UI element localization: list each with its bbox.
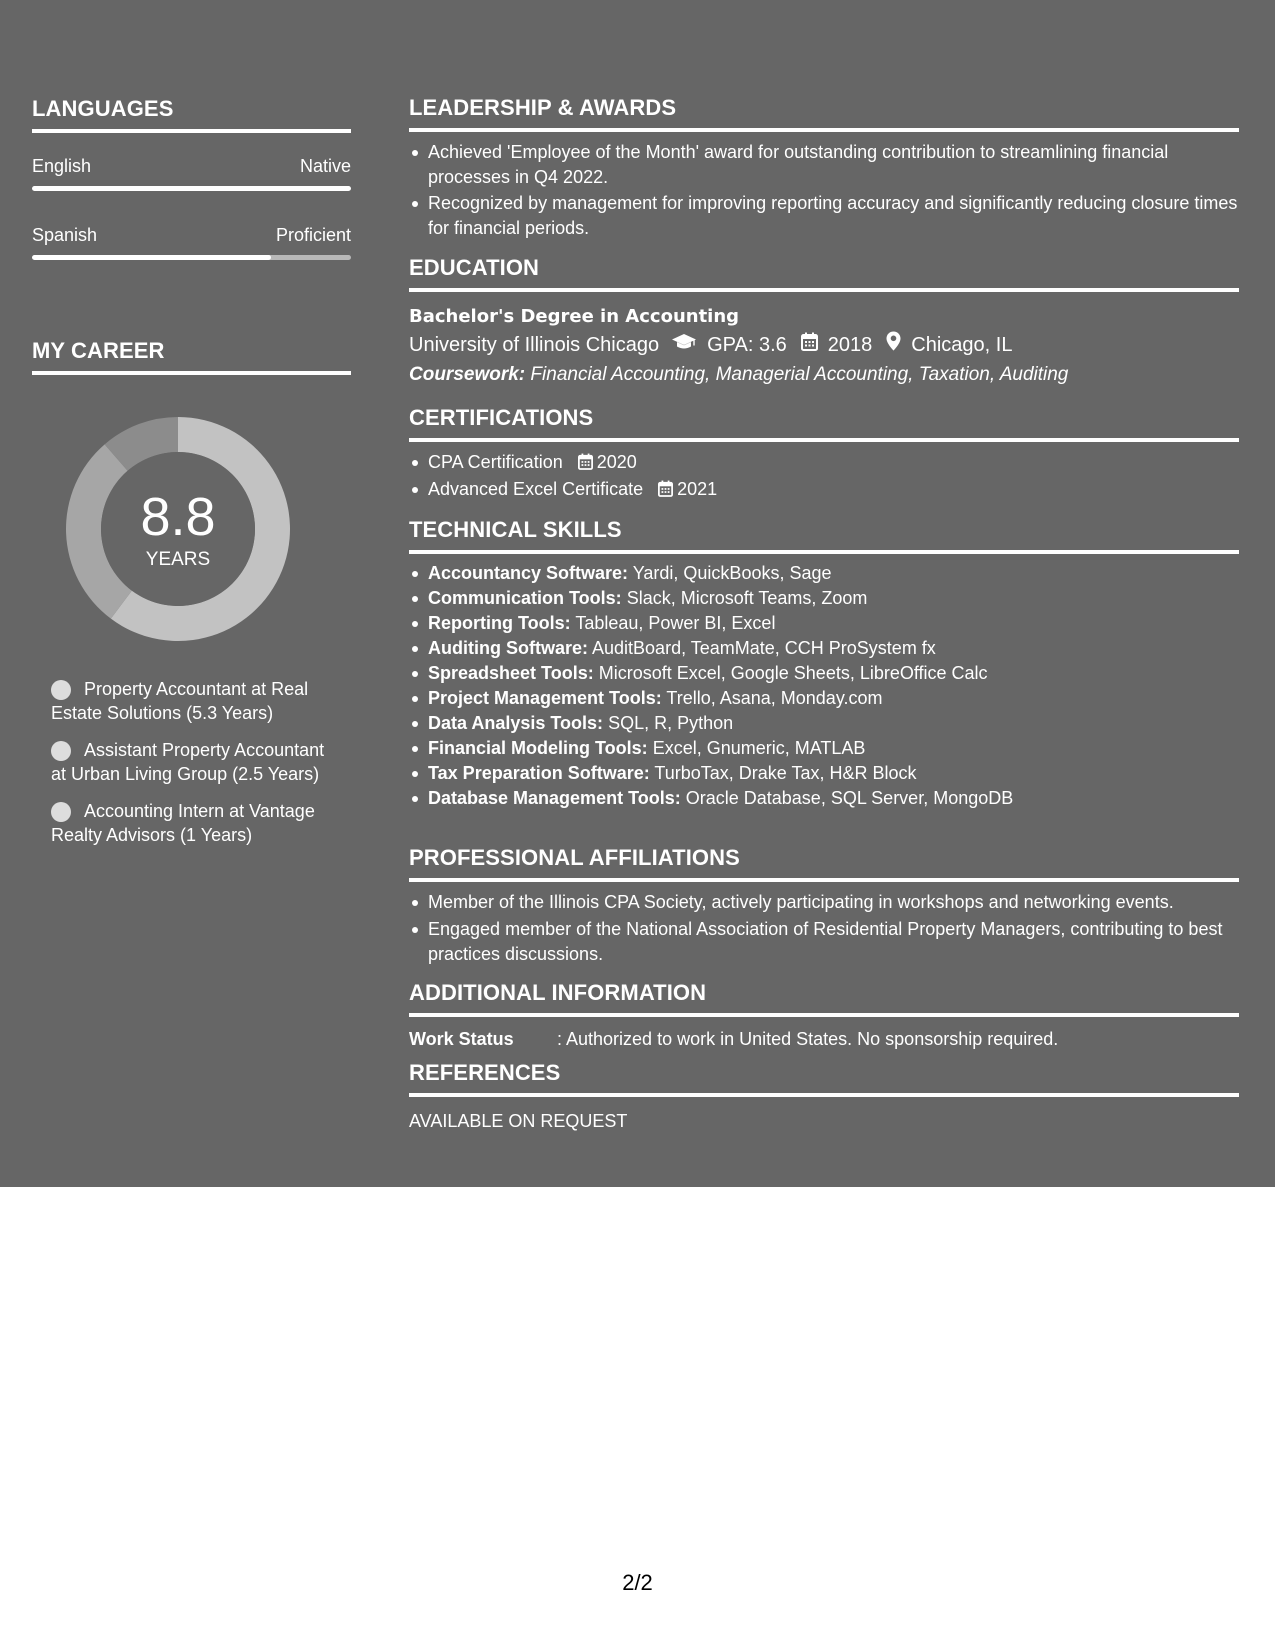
skill-value: Oracle Database, SQL Server, MongoDB bbox=[685, 788, 1014, 808]
skill-value: Microsoft Excel, Google Sheets, LibreOffice Calc bbox=[598, 663, 988, 683]
affiliations-section bbox=[409, 844, 1239, 967]
skill-item bbox=[428, 686, 1239, 711]
education-degree: Bachelor's Degree in Accounting bbox=[409, 306, 740, 327]
skill-label: Project Management Tools: bbox=[428, 688, 662, 708]
skill-label: Tax Preparation Software: bbox=[428, 763, 650, 783]
leadership-item: Achieved 'Employee of the Month' award for outstanding contribution to streamlining financial processes in Q4 2022. bbox=[428, 140, 1239, 190]
language-level: Native bbox=[299, 156, 351, 176]
language-proficiency-bar bbox=[32, 255, 351, 260]
skill-value: Slack, Microsoft Teams, Zoom bbox=[626, 588, 868, 608]
coursework-label: Coursework: bbox=[409, 364, 526, 385]
career-donut-chart bbox=[66, 417, 290, 641]
career-title: MY CAREER bbox=[32, 337, 351, 375]
career-dot-icon bbox=[51, 680, 71, 700]
skill-label: Spreadsheet Tools: bbox=[428, 663, 594, 683]
coursework-text: Financial Accounting, Managerial Accounting, Taxation, Auditing bbox=[530, 364, 1069, 385]
skill-value: SQL, R, Python bbox=[608, 713, 734, 733]
technical-skills-section bbox=[409, 516, 1239, 811]
career-dot-icon bbox=[51, 741, 71, 761]
education-coursework bbox=[409, 360, 1239, 390]
skill-value: Tableau, Power BI, Excel bbox=[575, 613, 776, 633]
work-status-row bbox=[409, 1027, 1239, 1051]
references-title: REFERENCES bbox=[409, 1059, 1239, 1097]
affiliations-title: PROFESSIONAL AFFILIATIONS bbox=[409, 844, 1239, 882]
certifications-section bbox=[409, 404, 1239, 504]
skill-item bbox=[428, 761, 1239, 786]
affiliations-list bbox=[409, 890, 1239, 967]
career-section bbox=[32, 337, 351, 375]
skill-item bbox=[428, 711, 1239, 736]
language-proficiency-fill bbox=[32, 186, 351, 191]
certifications-list bbox=[409, 450, 1239, 504]
certification-item bbox=[428, 450, 1239, 477]
language-item-english bbox=[32, 155, 351, 191]
language-level: Proficient bbox=[275, 225, 351, 245]
technical-skills-title: TECHNICAL SKILLS bbox=[409, 516, 1239, 554]
career-list bbox=[51, 677, 341, 860]
graduation-cap-icon bbox=[671, 330, 697, 360]
skill-item bbox=[428, 586, 1239, 611]
education-title: EDUCATION bbox=[409, 254, 1239, 292]
career-list-item bbox=[51, 677, 341, 725]
skill-value: AuditBoard, TeamMate, CCH ProSystem fx bbox=[592, 638, 936, 658]
career-item-text: Accounting Intern at Vantage Realty Advisors (1 Years) bbox=[51, 801, 315, 845]
certification-item bbox=[428, 477, 1239, 504]
language-proficiency-fill bbox=[32, 255, 271, 260]
leadership-list bbox=[409, 140, 1239, 241]
career-dot-icon bbox=[51, 802, 71, 822]
skill-value: TurboTax, Drake Tax, H&R Block bbox=[654, 763, 917, 783]
languages-title: LANGUAGES bbox=[32, 95, 351, 133]
calendar-icon bbox=[658, 479, 673, 504]
career-total-years: 8.8 bbox=[140, 487, 216, 547]
skill-label: Database Management Tools: bbox=[428, 788, 681, 808]
leadership-section bbox=[409, 94, 1239, 241]
certification-year: 2021 bbox=[677, 479, 718, 499]
language-name: Spanish bbox=[32, 225, 98, 245]
career-item-text: Assistant Property Accountant at Urban Living Group (2.5 Years) bbox=[51, 740, 325, 784]
education-location: Chicago, IL bbox=[911, 334, 1013, 356]
affiliation-item: Engaged member of the National Association of Residential Property Managers, contributing to best practices discussions. bbox=[428, 917, 1239, 967]
skill-item bbox=[428, 736, 1239, 761]
skill-item bbox=[428, 561, 1239, 586]
certification-name: Advanced Excel Certificate bbox=[428, 479, 644, 499]
calendar-icon bbox=[801, 330, 818, 360]
certification-year: 2020 bbox=[596, 452, 637, 472]
map-pin-icon bbox=[886, 330, 901, 360]
education-details bbox=[409, 330, 1239, 360]
references-text: AVAILABLE ON REQUEST bbox=[409, 1111, 628, 1131]
page-number: 2/2 bbox=[622, 1570, 653, 1595]
skill-value: Trello, Asana, Monday.com bbox=[666, 688, 883, 708]
career-total-unit: YEARS bbox=[145, 549, 211, 570]
skill-value: Yardi, QuickBooks, Sage bbox=[632, 563, 832, 583]
skill-label: Financial Modeling Tools: bbox=[428, 738, 648, 758]
language-name: English bbox=[32, 156, 92, 176]
languages-section bbox=[32, 95, 351, 133]
certifications-title: CERTIFICATIONS bbox=[409, 404, 1239, 442]
skill-item bbox=[428, 611, 1239, 636]
technical-skills-list bbox=[409, 561, 1239, 811]
certification-name: CPA Certification bbox=[428, 452, 563, 472]
education-school: University of Illinois Chicago bbox=[409, 334, 660, 356]
career-list-item bbox=[51, 799, 341, 847]
skill-item bbox=[428, 636, 1239, 661]
work-status-label: Work Status bbox=[409, 1029, 514, 1049]
leadership-item: Recognized by management for improving reporting accuracy and significantly reducing closure times for financial periods. bbox=[428, 191, 1239, 241]
skill-label: Communication Tools: bbox=[428, 588, 622, 608]
skill-item bbox=[428, 786, 1239, 811]
education-section bbox=[409, 254, 1239, 390]
skill-value: Excel, Gnumeric, MATLAB bbox=[652, 738, 866, 758]
leadership-title: LEADERSHIP & AWARDS bbox=[409, 94, 1239, 132]
language-item-spanish bbox=[32, 224, 351, 260]
calendar-icon bbox=[578, 452, 593, 477]
education-gpa: GPA: 3.6 bbox=[707, 334, 787, 356]
work-status-value: : Authorized to work in United States. No sponsorship required. bbox=[557, 1029, 1059, 1049]
skill-item bbox=[428, 661, 1239, 686]
career-item-text: Property Accountant at Real Estate Solutions (5.3 Years) bbox=[51, 679, 309, 723]
affiliation-item: Member of the Illinois CPA Society, actively participating in workshops and networking events. bbox=[428, 890, 1239, 915]
references-section bbox=[409, 1059, 1239, 1133]
skill-label: Data Analysis Tools: bbox=[428, 713, 604, 733]
skill-label: Auditing Software: bbox=[428, 638, 588, 658]
education-year: 2018 bbox=[827, 334, 873, 356]
skill-label: Accountancy Software: bbox=[428, 563, 629, 583]
language-proficiency-bar bbox=[32, 186, 351, 191]
additional-info-section bbox=[409, 979, 1239, 1051]
additional-info-title: ADDITIONAL INFORMATION bbox=[409, 979, 1239, 1017]
career-list-item bbox=[51, 738, 341, 786]
skill-label: Reporting Tools: bbox=[428, 613, 571, 633]
